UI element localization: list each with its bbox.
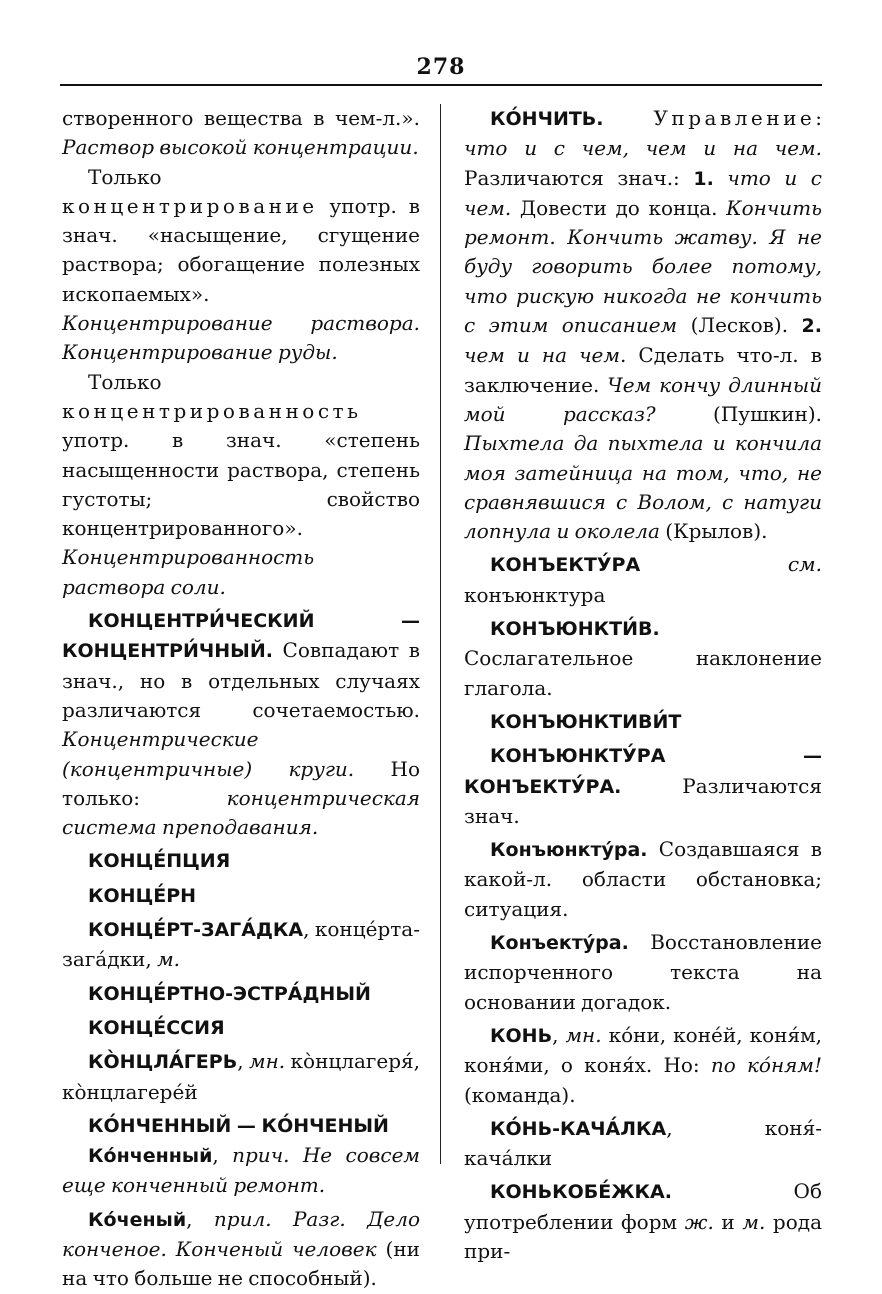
entry-headword: КОНЪЮНКТИВИ́Т xyxy=(490,710,682,733)
text-run: Управление xyxy=(653,106,816,130)
text-run: Концентрированность раствора соли. xyxy=(62,545,315,599)
bold-term: Конъюнкту́ра. xyxy=(490,839,648,862)
text-run: см. xyxy=(787,552,822,577)
page-number: 278 xyxy=(416,54,466,80)
text-run: Совпадают в знач., но в отдельных случаях различаются сочетаемостью. xyxy=(62,638,420,722)
dictionary-paragraph xyxy=(62,846,420,876)
dictionary-paragraph xyxy=(62,104,420,163)
text-run: Различаются знач.: xyxy=(464,165,694,190)
entry-headword: КОНЦЕНТРИ́ЧЕСКИЙ — КОНЦЕНТРИ́ЧНЫЙ. xyxy=(62,610,420,663)
text-run: ж. xyxy=(684,1209,714,1234)
text-run: , xyxy=(552,1022,566,1047)
dictionary-paragraph xyxy=(62,1205,420,1294)
dictionary-paragraph xyxy=(464,550,822,610)
entry-headword: КОНЦЕ́РТНО-ЭСТРА́ДНЫЙ xyxy=(88,982,371,1005)
entry-headword: КОНЦЕ́ПЦИЯ xyxy=(88,850,231,873)
text-run: употр. в знач. «насыщение, сгущение раствора; обогащение полезных ископаемых». xyxy=(62,193,420,306)
text-run: м. xyxy=(742,1209,766,1234)
entry-headword: КОНЪЕКТУ́РА xyxy=(490,554,641,577)
dictionary-paragraph xyxy=(62,1047,420,1107)
text-run: Но только: xyxy=(62,756,421,810)
dictionary-paragraph xyxy=(464,1177,822,1266)
dictionary-paragraph xyxy=(464,614,822,703)
header-rule xyxy=(60,84,822,86)
bold-term: Конъекту́ра. xyxy=(490,932,629,955)
text-run: створенного вещества в чем-л.». xyxy=(62,106,420,130)
text-run: : xyxy=(815,106,822,130)
text-run: Кончить ремонт. Кончить жатву. Я не буду говорить более потому, что рискую никогда не кончить с этим описанием xyxy=(464,195,822,338)
text-run: Сослагательное наклонение глагола. xyxy=(464,646,822,700)
right-column xyxy=(464,104,822,1266)
text-run: , xyxy=(186,1206,214,1231)
bold-term: Ко́нченный xyxy=(88,1145,213,1168)
dictionary-paragraph xyxy=(464,104,822,546)
bold-term: 1. xyxy=(693,167,714,190)
text-run: Концентрирование раствора. Концентрирование руды. xyxy=(62,311,420,365)
text-run: Сделать что-л. в заключение. xyxy=(464,343,823,397)
dictionary-paragraph xyxy=(62,368,420,602)
text-run xyxy=(640,552,788,576)
text-run: концентрическая система преподавания. xyxy=(62,785,420,840)
entry-headword: КО́НЧИТЬ. xyxy=(490,108,604,130)
entry-headword: КОНЦЕ́РН xyxy=(88,884,197,907)
dictionary-paragraph xyxy=(62,163,420,368)
dictionary-paragraph xyxy=(464,835,822,924)
dictionary-paragraph xyxy=(62,1013,420,1043)
entry-headword: КОНЦЕ́РТ-ЗАГА́ДКА xyxy=(88,919,304,942)
text-run: ко̀нцлагеря́, ко̀нцлагере́й xyxy=(62,1049,421,1104)
dictionary-paragraph xyxy=(62,881,420,911)
text-run: прич. Не совсем еще конченный ремонт. xyxy=(62,1143,421,1198)
text-run: что и с чем. xyxy=(464,165,823,220)
text-run: мн. xyxy=(565,1022,602,1047)
bold-term: Ко́ченый xyxy=(88,1208,187,1231)
text-run: и xyxy=(713,1209,743,1234)
text-run: Концентрические (концентричные) круги. xyxy=(62,727,355,781)
dictionary-paragraph xyxy=(464,928,822,1017)
text-run: (Пушкин). xyxy=(655,401,822,426)
text-run: м. xyxy=(157,947,181,972)
text-run: мн. xyxy=(249,1049,286,1074)
entry-headword: КО́НЧЕННЫЙ — КО́НЧЕНЫЙ xyxy=(88,1114,389,1137)
text-run: (Лесков). xyxy=(677,313,802,338)
text-run: Различаются знач. xyxy=(464,773,822,828)
text-run: Довести до конца. xyxy=(511,195,727,220)
text-run xyxy=(604,106,654,130)
text-run: ко́ни, коне́й, коня́м, коня́ми, о коня́х. Но: xyxy=(464,1022,822,1078)
dictionary-paragraph xyxy=(62,1111,420,1141)
text-run: что и с чем, чем и на чем. xyxy=(464,136,822,161)
text-run: Только xyxy=(88,164,162,189)
entry-headword: КО́НЬ-КАЧА́ЛКА xyxy=(490,1117,667,1140)
dictionary-paragraph xyxy=(464,1021,822,1110)
text-run: (Крылов). xyxy=(659,519,768,544)
text-run: концентрирование xyxy=(62,193,318,218)
text-run: Чем кончу длинный мой рассказ? xyxy=(464,372,822,426)
text-run xyxy=(714,166,728,190)
dictionary-paragraph xyxy=(464,1114,822,1174)
text-run: конъюнктура xyxy=(464,582,606,607)
entry-headword: КО̀НЦЛА́ГЕРЬ xyxy=(88,1051,238,1074)
text-run: , xyxy=(237,1049,249,1074)
entry-headword: КОНЬКОБЕ́ЖКА. xyxy=(490,1181,672,1204)
dictionary-paragraph xyxy=(464,741,822,831)
bold-term: 2. xyxy=(801,315,822,338)
text-run: концентрированность xyxy=(62,398,362,423)
text-run: употр. в знач. «степень насыщенности раствора, степень густоты; свойство концентрированного». xyxy=(62,428,420,541)
entry-headword: КОНЬ xyxy=(490,1024,553,1047)
text-run: Раствор высокой концентрации. xyxy=(62,135,419,160)
text-run: Пыхтела да пыхтела и кончила моя затейница на том, что, не сравнявшися с Волом, с натуги лопнула и околела xyxy=(464,431,822,544)
text-run: Об употреблении форм xyxy=(464,1179,822,1234)
text-run: Создавшаяся в какой-л. области обстановка; ситуация. xyxy=(464,837,822,921)
text-run: , конце́рта-зага́дки, xyxy=(62,917,420,972)
entry-headword: КОНЦЕ́ССИЯ xyxy=(88,1016,225,1039)
entry-headword: КОНЪЮНКТУ́РА — КОНЪЕКТУ́РА. xyxy=(464,745,822,798)
text-run: рода при- xyxy=(464,1209,823,1263)
text-run: чем и на чем. xyxy=(464,343,627,368)
column-divider xyxy=(440,104,441,1164)
entry-headword: КОНЪЮНКТИ́В. xyxy=(490,618,660,641)
text-run: по ко́ням! xyxy=(710,1053,822,1078)
text-run: Только xyxy=(88,369,162,394)
dictionary-paragraph xyxy=(62,979,420,1009)
text-run: (команда). xyxy=(464,1082,576,1107)
text-run: , xyxy=(212,1143,233,1168)
text-run: Восстановление испорченного текста на основании догадок. xyxy=(464,930,822,1014)
dictionary-paragraph xyxy=(62,606,420,842)
text-run: , коня́-кача́лки xyxy=(464,1115,822,1171)
text-run: (ни на что больше не способный). xyxy=(62,1236,420,1291)
left-column xyxy=(62,104,420,1294)
text-run: прил. Разг. Дело конченое. Конченый человек xyxy=(62,1206,420,1261)
dictionary-paragraph xyxy=(62,915,420,975)
dictionary-paragraph xyxy=(464,707,822,737)
